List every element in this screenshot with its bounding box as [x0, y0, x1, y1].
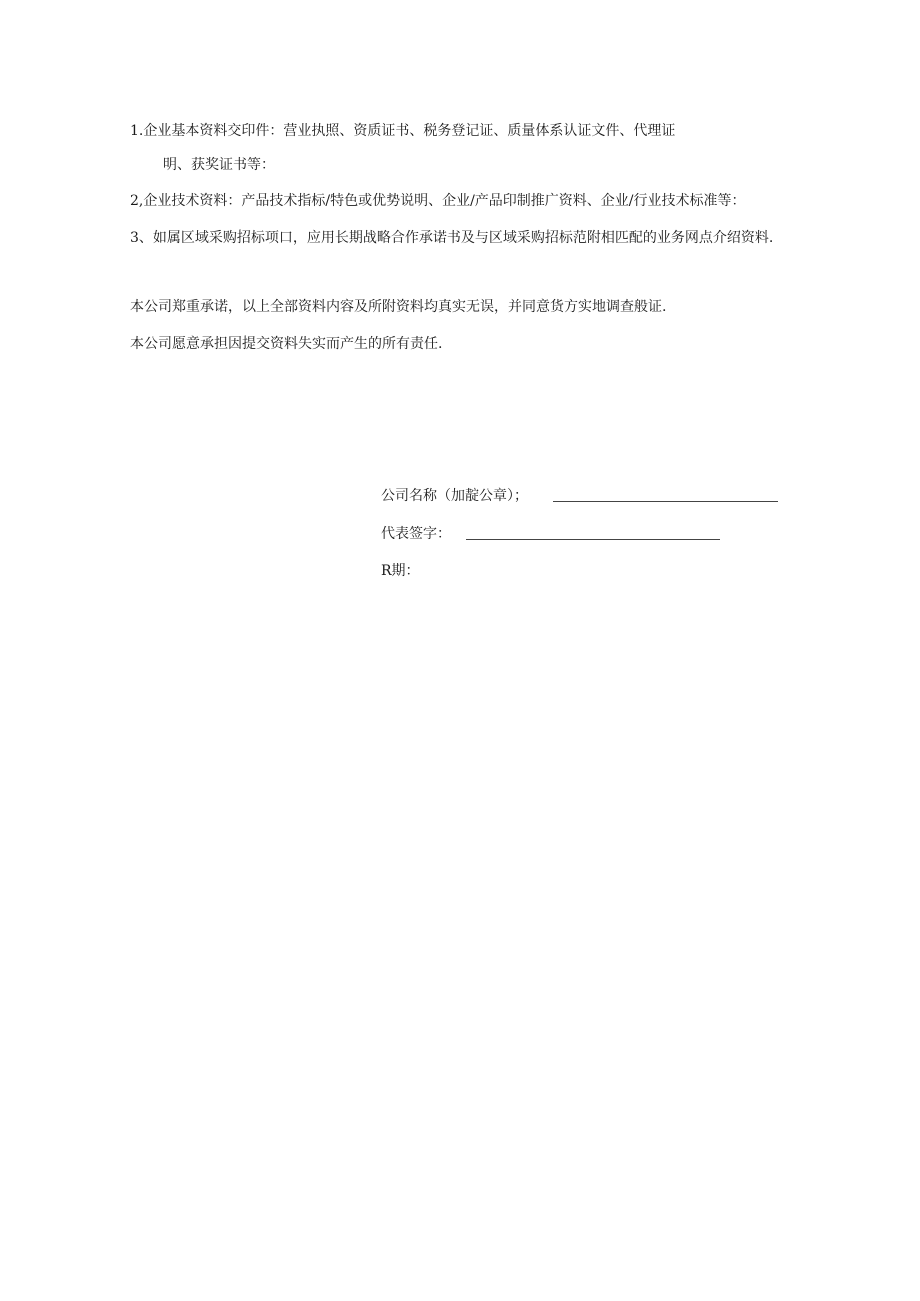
- commitment-line-2: 本公司愿意承担因提交资料失实而产生的所有责任.: [130, 336, 443, 352]
- date-label: R期：: [381, 563, 420, 579]
- item-3: 3、如属区域采购招标项口，应用长期战略合作承诺书及与区域采购招标范附相匹配的业务网点介绍资料.: [130, 230, 774, 246]
- representative-signature-field[interactable]: [466, 539, 720, 540]
- item-2: 2,企业技术资料：产品技术指标/特色或优势说明、企业/产品印制推广资料、企业/行业技术标准等：: [130, 193, 746, 209]
- company-name-label: 公司名称（加靛公章）；: [381, 488, 528, 504]
- item-1-line-1: 1.企业基本资料交印件：营业执照、资质证书、税务登记证、质量体系认证文件、代理证: [130, 123, 676, 139]
- commitment-line-1: 本公司郑重承诺，以上全部资料内容及所附资料均真实无误，并同意货方实地调查般证.: [130, 299, 667, 315]
- company-name-field[interactable]: [553, 501, 778, 502]
- item-1-line-2: 明、获奖证书等：: [163, 157, 275, 173]
- representative-signature-label: 代表签字：: [381, 526, 451, 542]
